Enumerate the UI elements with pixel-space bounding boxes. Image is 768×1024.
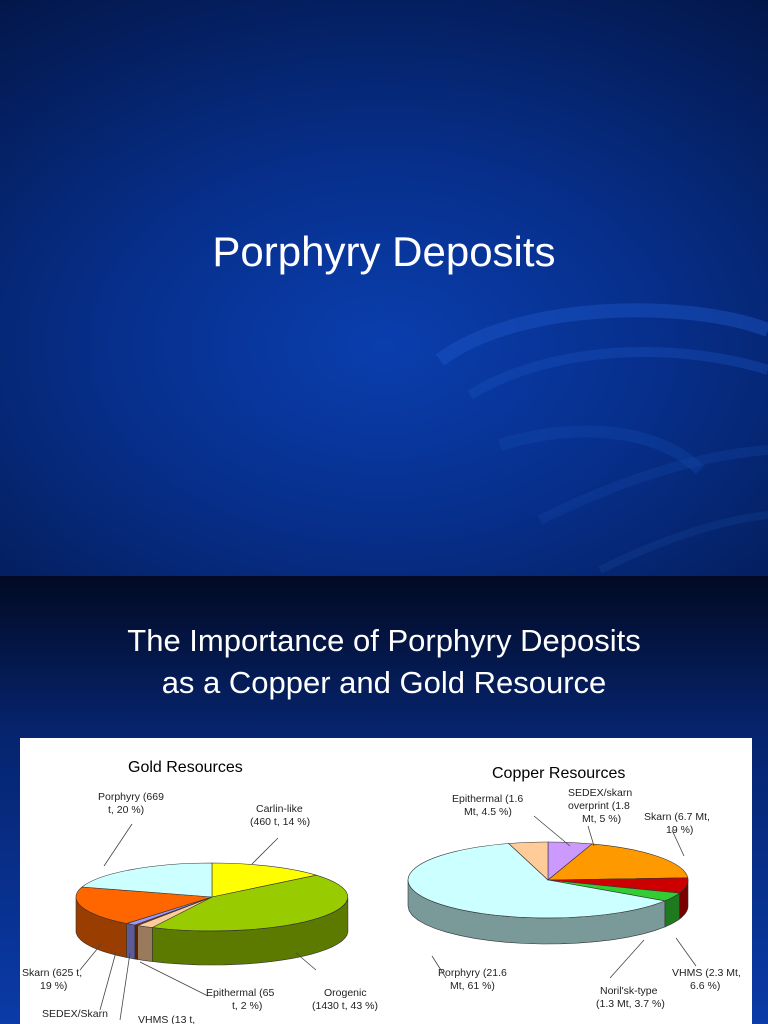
- copper-chart-title: Copper Resources: [492, 765, 626, 782]
- gold-slice-side-sedex-skarn: [127, 924, 135, 960]
- label-gold-vhms: VHMS (13 t,: [138, 1014, 196, 1024]
- label-gold-orogenic: Orogenic (1430 t, 43 %): [312, 987, 378, 1012]
- slide-heading-line-1: The Importance of Porphyry Deposits: [127, 623, 641, 658]
- slide-heading-line-2: as a Copper and Gold Resource: [161, 665, 607, 700]
- copper-pie: [408, 842, 688, 944]
- slide-heading: [40, 620, 728, 704]
- label-gold-porphyry: Porphyry (669 t, 20 %): [98, 791, 164, 816]
- label-gold-epithermal: Epithermal (65 t, 2 %): [206, 987, 275, 1012]
- label-copper-vhms: VHMS (2.3 Mt, 6.6 %): [672, 967, 741, 992]
- resource-slide: [0, 576, 768, 1024]
- resource-pie-charts-figure: [20, 738, 752, 1024]
- label-copper-norilsk: Noril'sk-type (1.3 Mt, 3.7 %): [596, 985, 665, 1010]
- label-gold-sedex: SEDEX/Skarn: [42, 1008, 108, 1020]
- label-gold-carlin: Carlin-like (460 t, 14 %): [250, 803, 311, 828]
- gold-slice-side-vhms: [135, 925, 138, 960]
- gold-pie: [76, 863, 348, 965]
- slide-title: Porphyry Deposits: [212, 228, 556, 275]
- gold-slice-side-epithermal: [138, 926, 153, 962]
- label-copper-sedex: SEDEX/skarn overprint (1.8 Mt, 5 %): [568, 787, 633, 825]
- label-copper-skarn: Skarn (6.7 Mt, 19 %): [644, 811, 710, 836]
- gold-chart-title: Gold Resources: [128, 759, 243, 776]
- label-copper-epithermal: Epithermal (1.6 Mt, 4.5 %): [452, 793, 524, 818]
- label-gold-skarn: Skarn (625 t, 19 %): [22, 967, 83, 992]
- label-copper-porphyry: Porphyry (21.6 Mt, 61 %): [438, 967, 507, 992]
- pie-charts-svg: [20, 738, 752, 1024]
